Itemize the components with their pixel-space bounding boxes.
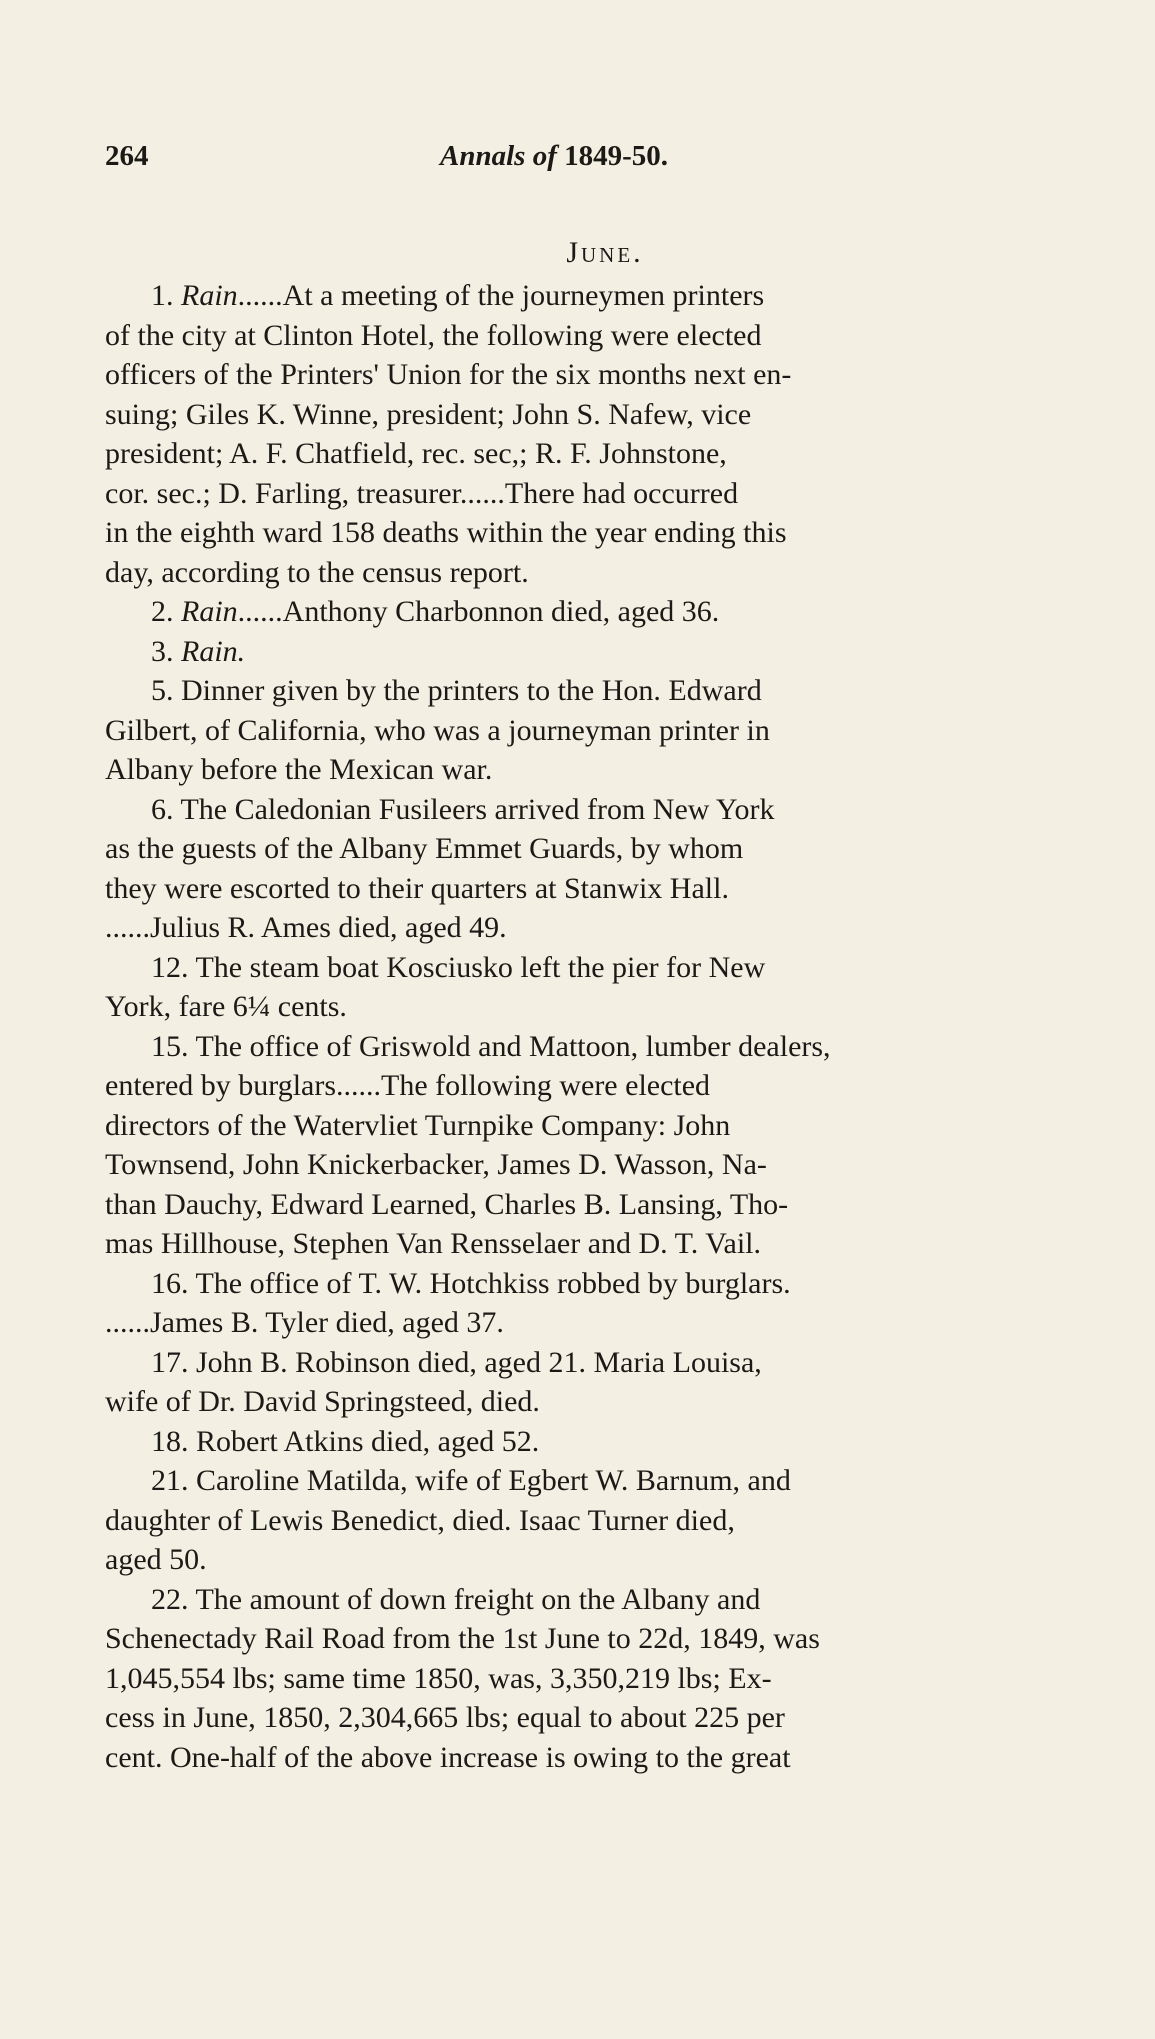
month-heading: June.	[566, 236, 644, 269]
running-title	[440, 140, 668, 173]
text-line	[105, 1264, 1105, 1304]
entry-date: 2.	[151, 595, 181, 628]
line-text: ......At a meeting of the journeymen printers	[237, 279, 765, 312]
text-line	[105, 908, 1105, 948]
line-text: ......James B. Tyler died, aged 37.	[105, 1306, 504, 1339]
line-text: 21. Caroline Matilda, wife of Egbert W. Barnum, and	[151, 1464, 791, 1497]
line-text: 5. Dinner given by the printers to the Hon. Edward	[151, 674, 762, 707]
text-line	[105, 1698, 1105, 1738]
line-text: aged 50.	[105, 1543, 207, 1576]
line-text: of the city at Clinton Hotel, the following were elected	[105, 318, 762, 352]
text-line	[105, 1580, 1105, 1620]
weather-note: Rain.	[181, 634, 246, 668]
text-line	[105, 671, 1105, 711]
line-text: as the guests of the Albany Emmet Guards, by whom	[105, 832, 744, 865]
text-line	[105, 987, 1105, 1027]
weather-note: Rain	[181, 279, 238, 312]
text-line	[105, 948, 1105, 988]
text-line	[105, 632, 1105, 672]
line-text: directors of the Watervliet Turnpike Company: John	[105, 1108, 731, 1142]
text-line	[105, 1106, 1105, 1146]
text-body	[105, 276, 1105, 1777]
text-line	[105, 1501, 1105, 1541]
text-line	[105, 513, 1105, 553]
line-text: suing; Giles K. Winne, president; John S. Nafew, vice	[105, 397, 752, 431]
text-line	[105, 316, 1105, 356]
line-text: officers of the Printers' Union for the six months next en-	[105, 358, 792, 391]
line-text: 1,045,554 lbs; same time 1850, was, 3,350,219 lbs; Ex-	[105, 1661, 772, 1695]
line-text: day, according to the census report.	[105, 555, 529, 589]
line-text: 16. The office of T. W. Hotchkiss robbed by burglars.	[151, 1266, 791, 1300]
text-line	[105, 790, 1105, 830]
line-text: Townsend, John Knickerbacker, James D. Wasson, Na-	[105, 1148, 767, 1181]
entry-date: 3.	[151, 634, 181, 668]
text-line	[105, 1461, 1105, 1501]
line-text: president; A. F. Chatfield, rec. sec,; R. F. Johnstone,	[105, 437, 727, 470]
text-line	[105, 355, 1105, 395]
line-text: 6. The Caledonian Fusileers arrived from New York	[151, 792, 775, 826]
text-line	[105, 474, 1105, 514]
text-line	[105, 1185, 1105, 1225]
line-text: 17. John B. Robinson died, aged 21. Maria Louisa,	[151, 1345, 762, 1379]
line-text: wife of Dr. David Springsteed, died.	[105, 1385, 540, 1418]
line-text: they were escorted to their quarters at Stanwix Hall.	[105, 871, 729, 905]
text-line	[105, 1619, 1105, 1659]
text-line	[105, 711, 1105, 751]
text-line	[105, 1343, 1105, 1383]
line-text: ......Julius R. Ames died, aged 49.	[105, 911, 507, 944]
text-line	[105, 276, 1105, 316]
weather-note: Rain	[181, 595, 238, 628]
text-line	[105, 1303, 1105, 1343]
text-line	[105, 1422, 1105, 1462]
text-line	[105, 1224, 1105, 1264]
text-line	[105, 869, 1105, 909]
line-text: 22. The amount of down freight on the Albany and	[151, 1582, 761, 1616]
line-text: Albany before the Mexican war.	[105, 753, 493, 786]
text-line	[105, 395, 1105, 435]
text-line	[105, 553, 1105, 593]
line-text: Schenectady Rail Road from the 1st June to 22d, 1849, was	[105, 1622, 820, 1655]
line-text: Gilbert, of California, who was a journeyman printer in	[105, 713, 770, 747]
text-line	[105, 1540, 1105, 1580]
line-text: in the eighth ward 158 deaths within the year ending this	[105, 516, 787, 549]
line-text: 15. The office of Griswold and Mattoon, lumber dealers,	[151, 1029, 831, 1063]
text-line	[105, 1738, 1105, 1778]
running-header	[105, 140, 1105, 190]
page-number: 264	[105, 140, 149, 172]
entry-date: 1.	[151, 279, 181, 312]
line-text: entered by burglars......The following were elected	[105, 1069, 711, 1102]
page-content	[105, 140, 1105, 1777]
line-text: cess in June, 1850, 2,304,665 lbs; equal to about 225 per	[105, 1701, 785, 1734]
text-line	[105, 1027, 1105, 1067]
line-text: cor. sec.; D. Farling, treasurer......There had occurred	[105, 476, 739, 510]
text-line	[105, 1382, 1105, 1422]
text-line	[105, 592, 1105, 632]
line-text: York, fare 6¼ cents.	[105, 990, 347, 1023]
line-text: 18. Robert Atkins died, aged 52.	[151, 1424, 540, 1458]
text-line	[105, 1659, 1105, 1699]
line-text: than Dauchy, Edward Learned, Charles B. Lansing, Tho-	[105, 1187, 789, 1221]
running-title-italic: Annals of	[440, 140, 557, 172]
running-title-year: 1849-50.	[564, 140, 669, 172]
text-line	[105, 1145, 1105, 1185]
text-line	[105, 1066, 1105, 1106]
line-text: ......Anthony Charbonnon died, aged 36.	[237, 595, 720, 628]
text-line	[105, 750, 1105, 790]
text-line	[105, 829, 1105, 869]
line-text: 12. The steam boat Kosciusko left the pier for New	[151, 950, 766, 984]
line-text: daughter of Lewis Benedict, died. Isaac Turner died,	[105, 1503, 735, 1537]
text-line	[105, 434, 1105, 474]
line-text: mas Hillhouse, Stephen Van Rensselaer and D. T. Vail.	[105, 1227, 762, 1260]
line-text: cent. One-half of the above increase is owing to the great	[105, 1740, 791, 1774]
